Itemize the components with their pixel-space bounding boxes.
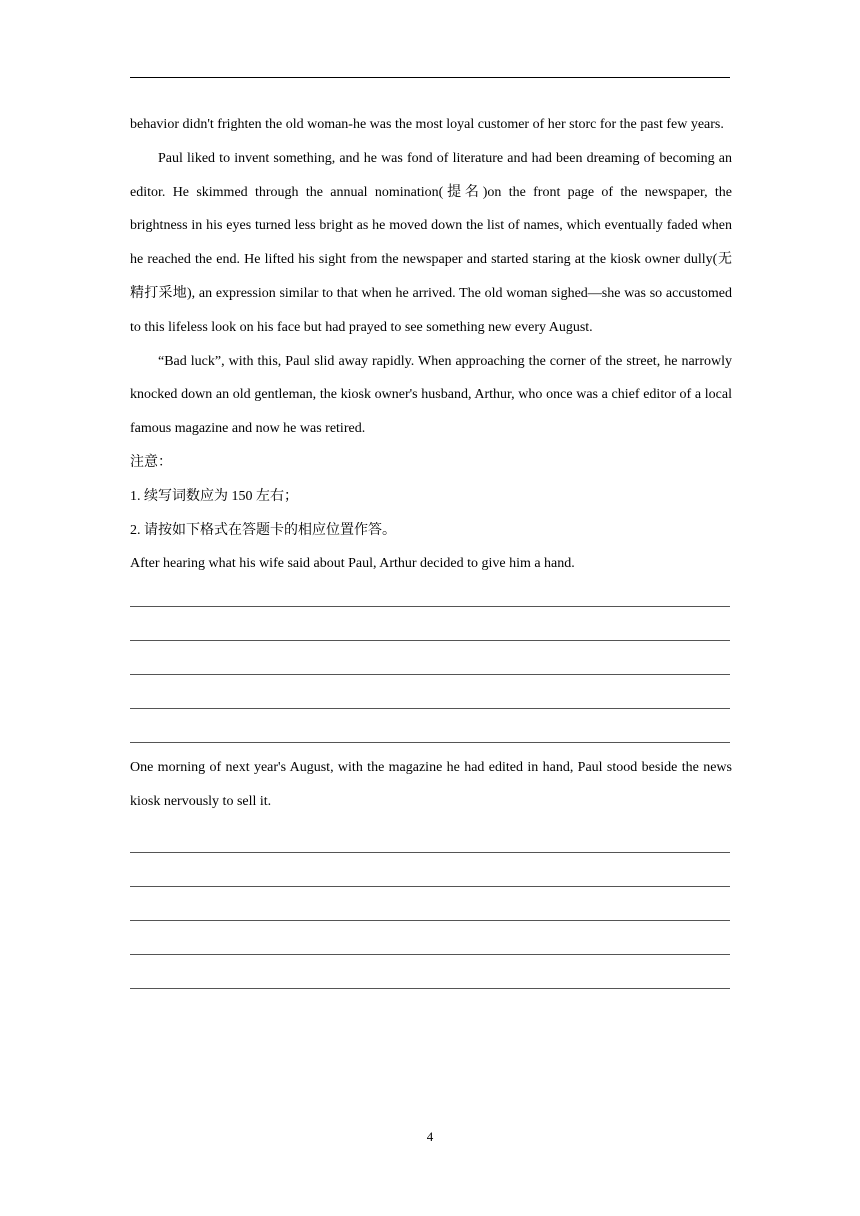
answer-lines-second <box>130 827 732 997</box>
paragraph-paul-literature: Paul liked to invent something, and he was fond of literature and had been dreaming of becoming an editor. He skimmed through the annual nomination(提名)on the front page of the newspaper, the brightness in his eyes turned less bright as he moved down the list of names, which eventually faded when he reached the end. He lifted his sight from the newspaper and started staring at the kiosk owner dully(无精打采地), an expression similar to that when he arrived. The old woman sighed—she was so accustomed to this lifeless look on his face but had prayed to see something new every August. <box>130 150 732 335</box>
note-item-format: 2. 请按如下格式在答题卡的相应位置作答。 <box>130 522 396 538</box>
answer-line[interactable] <box>130 929 732 963</box>
paragraph-continuation: behavior didn't frighten the old woman-he was the most loyal customer of her storc for the past few years. <box>130 117 724 132</box>
answer-lines-first <box>130 581 732 751</box>
answer-line[interactable] <box>130 717 732 751</box>
paragraph-bad-luck: “Bad luck”, with this, Paul slid away rapidly. When approaching the corner of the street, he narrowly knocked down an old gentleman, the kiosk owner's husband, Arthur, who once was a chief editor of a local famous magazine and now he was retired. <box>130 353 732 437</box>
answer-line[interactable] <box>130 963 732 997</box>
answer-line[interactable] <box>130 683 732 717</box>
document-body <box>130 108 732 997</box>
answer-line[interactable] <box>130 615 732 649</box>
answer-line[interactable] <box>130 895 732 929</box>
header-rule <box>130 77 730 78</box>
answer-line[interactable] <box>130 649 732 683</box>
answer-line[interactable] <box>130 861 732 895</box>
answer-line[interactable] <box>130 581 732 615</box>
note-item-word-count: 1. 续写词数应为 150 左右； <box>130 488 298 504</box>
notes-heading: 注意： <box>130 454 172 470</box>
prompt-first-paragraph: After hearing what his wife said about Paul, Arthur decided to give him a hand. <box>130 556 575 572</box>
page-number: 4 <box>426 1129 434 1144</box>
prompt-second-paragraph: One morning of next year's August, with the magazine he had edited in hand, Paul stood beside the news kiosk nervously to sell it. <box>130 760 732 809</box>
answer-line[interactable] <box>130 827 732 861</box>
